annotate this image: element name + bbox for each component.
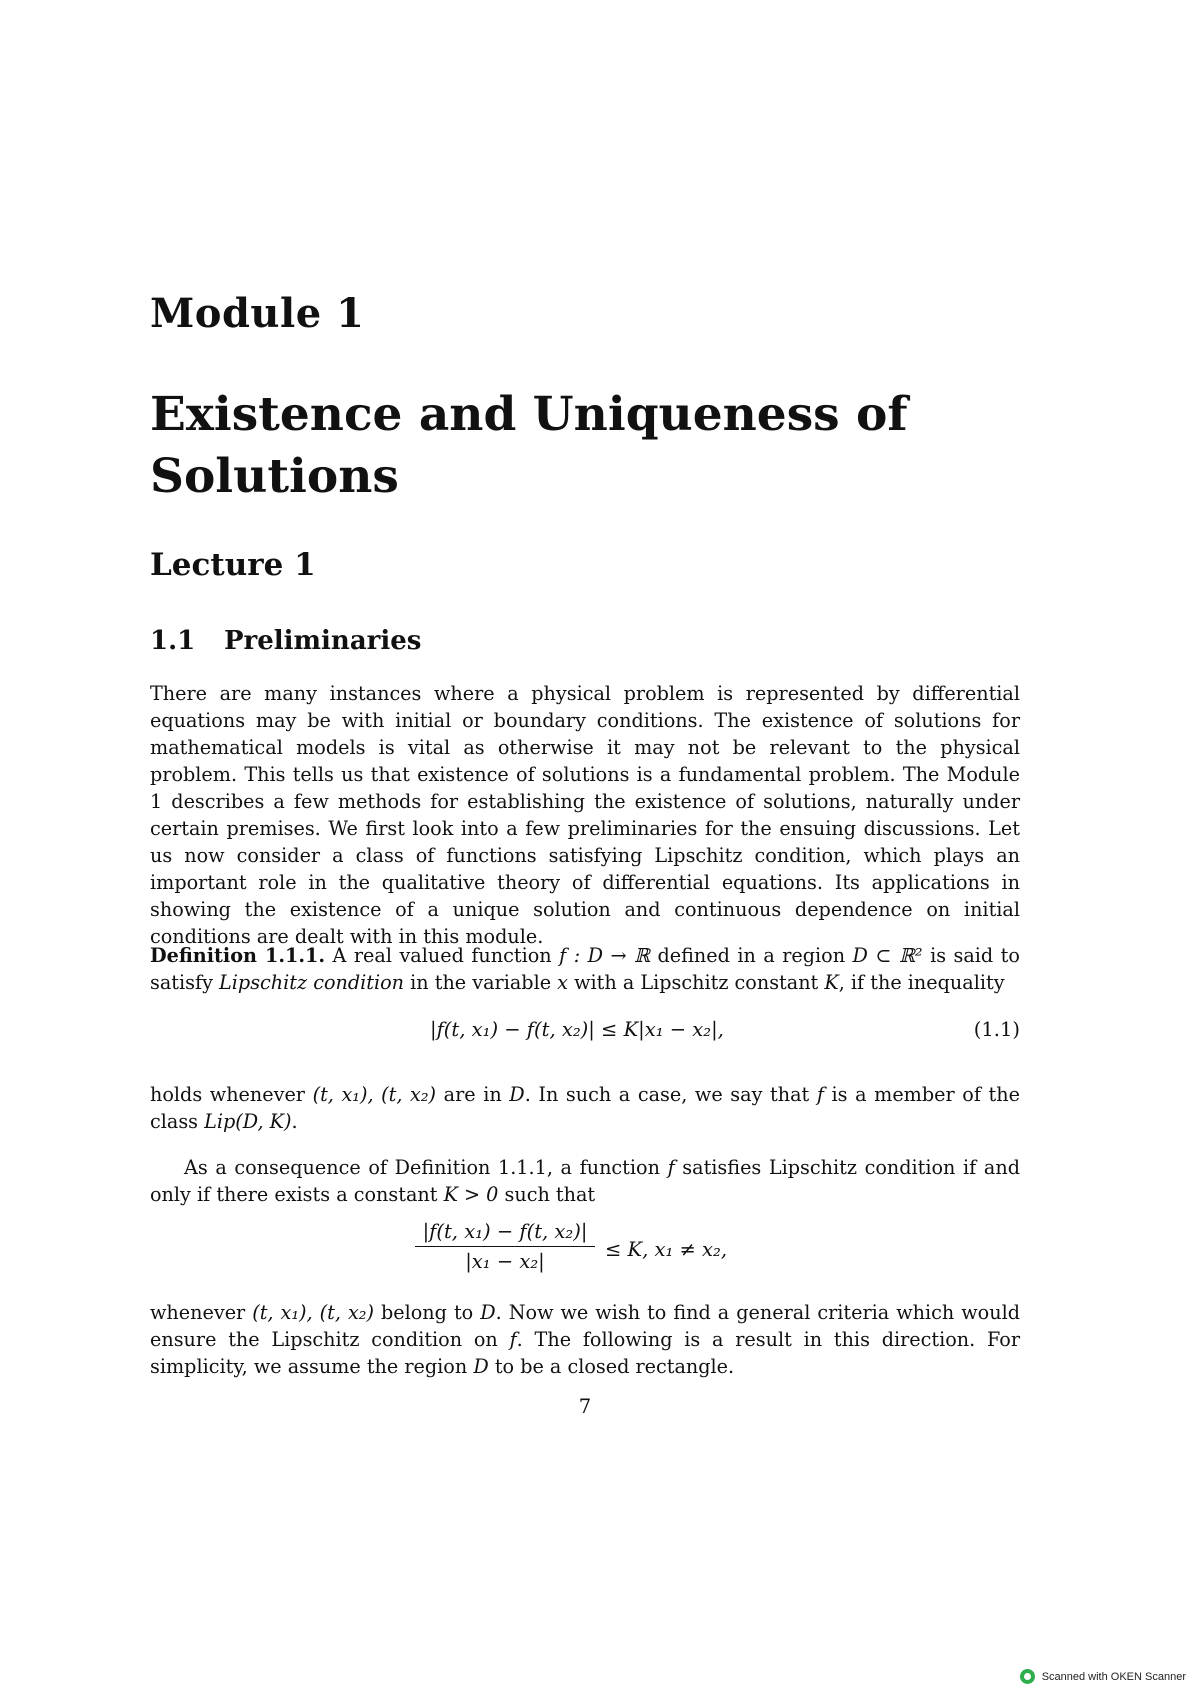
paragraph-text: is a member of the class bbox=[150, 1083, 1020, 1133]
consequence-paragraph bbox=[150, 1154, 1020, 1208]
math-inline: (t, x₁), (t, x₂) bbox=[312, 1083, 437, 1106]
intro-paragraph: There are many instances where a physical problem is represented by differential equations may be with initial or boundary conditions. The existence of solutions for mathematical models is vital as otherwise it may not be relevant to the physical problem. This tells us that existence of solutions is a fundamental problem. The Module 1 describes a few methods for establishing the existence of solutions, naturally under certain premises. We first look into a few preliminaries for the ensuing discussions. Let us now consider a class of functions satisfying Lipschitz condition, which plays an important role in the qualitative theory of differential equations. Its applications in showing the existence of a unique solution and continuous dependence on initial conditions are dealt with in this module. bbox=[150, 682, 1020, 948]
math-inline: K bbox=[824, 971, 839, 994]
math-inline: x bbox=[557, 971, 568, 994]
module-label: Module 1 bbox=[150, 290, 365, 337]
definition-text: is said to satisfy bbox=[150, 944, 1020, 994]
math-inline: (t, x₁), (t, x₂) bbox=[252, 1301, 374, 1324]
class-paragraph bbox=[150, 1081, 1020, 1135]
math-inline: f : D → ℝ bbox=[559, 944, 650, 967]
math-inline: K > 0 bbox=[443, 1183, 499, 1206]
equation-2-rest: ≤ K, x₁ ≠ x₂, bbox=[605, 1238, 728, 1261]
scanner-watermark bbox=[1020, 1669, 1186, 1684]
paragraph-text: satisfies Lipschitz condition if and only if there exists a constant bbox=[150, 1156, 1020, 1206]
paragraph-text: . bbox=[291, 1110, 298, 1133]
section-number: 1.1 bbox=[150, 626, 196, 656]
equation-1-tag: (1.1) bbox=[973, 1018, 1020, 1041]
math-inline: f bbox=[816, 1083, 824, 1106]
math-inline: f bbox=[667, 1156, 675, 1179]
math-inline: f bbox=[509, 1328, 517, 1351]
definition-text: A real valued function bbox=[332, 944, 552, 967]
definition-paragraph bbox=[150, 942, 1020, 996]
closing-paragraph bbox=[150, 1299, 1020, 1380]
paragraph-text: As a consequence of Definition 1.1.1, a function bbox=[184, 1156, 660, 1179]
math-inline: D bbox=[480, 1301, 496, 1324]
definition-text: defined in a region bbox=[657, 944, 846, 967]
paragraph-text: belong to bbox=[380, 1301, 474, 1324]
definition-text: , if the inequality bbox=[838, 971, 1005, 994]
fraction-numerator: |f(t, x₁) − f(t, x₂)| bbox=[415, 1220, 595, 1247]
section-heading bbox=[150, 626, 421, 656]
equation-1-formula: |f(t, x₁) − f(t, x₂)| ≤ K|x₁ − x₂|, bbox=[430, 1018, 724, 1041]
equation-2 bbox=[150, 1220, 1020, 1290]
paragraph-text: . Now we wish to find a general criteria which would ensure the Lipschitz condition on bbox=[150, 1301, 1020, 1351]
math-inline: Lip(D, K) bbox=[204, 1110, 292, 1133]
paragraph-text: are in bbox=[443, 1083, 502, 1106]
paragraph-text: holds whenever bbox=[150, 1083, 305, 1106]
watermark-text: Scanned with OKEN Scanner bbox=[1041, 1670, 1186, 1683]
paragraph-text: . In such a case, we say that bbox=[524, 1083, 810, 1106]
paragraph-text: such that bbox=[504, 1183, 596, 1206]
paragraph-text: whenever bbox=[150, 1301, 246, 1324]
math-inline: D bbox=[509, 1083, 525, 1106]
definition-label: Definition 1.1.1. bbox=[150, 944, 326, 967]
section-title: Preliminaries bbox=[224, 626, 422, 656]
math-inline: D bbox=[473, 1355, 489, 1378]
math-inline: D ⊂ ℝ² bbox=[852, 944, 923, 967]
page-number: 7 bbox=[578, 1395, 592, 1418]
fraction bbox=[415, 1220, 595, 1273]
fraction-denominator: |x₁ − x₂| bbox=[465, 1250, 545, 1273]
scanner-logo-icon bbox=[1020, 1669, 1035, 1684]
paragraph-text: to be a closed rectangle. bbox=[494, 1355, 735, 1378]
definition-text: in the variable bbox=[410, 971, 552, 994]
emphasized-term: Lipschitz condition bbox=[219, 971, 405, 994]
definition-text: with a Lipschitz constant bbox=[574, 971, 819, 994]
chapter-title: Existence and Uniqueness of Solutions bbox=[150, 387, 908, 504]
lecture-title: Lecture 1 bbox=[150, 547, 316, 583]
paragraph-text: . The following is a result in this direction. For simplicity, we assume the region bbox=[150, 1328, 1021, 1378]
